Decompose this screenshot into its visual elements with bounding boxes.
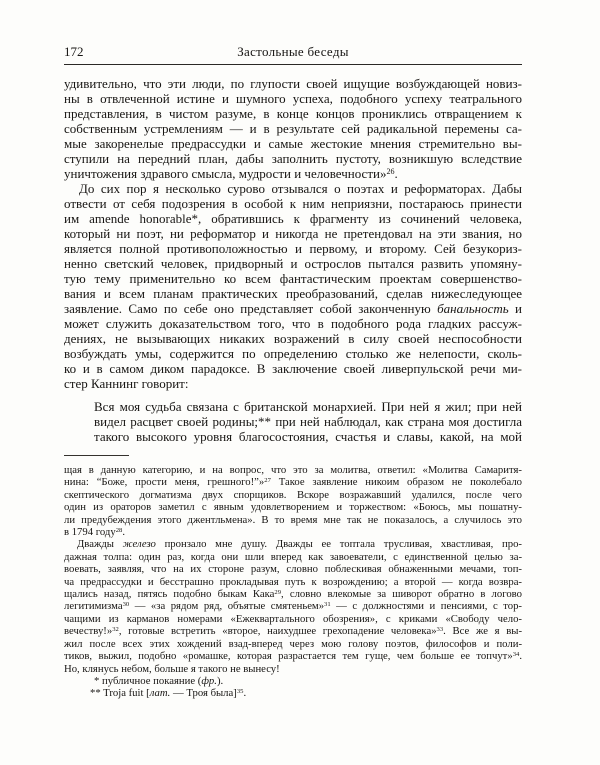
text-run: фр. — [201, 674, 217, 687]
text-line — [64, 256, 522, 271]
text-line — [64, 301, 522, 316]
text-run: стер Каннинг говорит: — [64, 376, 189, 391]
text-line — [64, 346, 522, 361]
text-line — [64, 106, 522, 121]
text-run: ны в отвлеченной истине и шумного успеха, подобного успеху театрального — [64, 91, 522, 106]
text-run: * публичное покаяние ( — [94, 674, 202, 687]
footnote-reference: 32 — [112, 626, 119, 634]
text-run: такого высокого уровня благосостояния, счастья и славы, какой, на мой — [94, 429, 522, 444]
text-run: Такое заявление никоим образом не поколебало — [270, 476, 523, 489]
text-line — [64, 331, 522, 346]
text-run: ча предрассудки и бесстрашно прокладывая путь к возрождению; а второй — когда возвра- — [64, 575, 522, 588]
text-line — [64, 489, 522, 501]
text-run: ** Troja fuit [ — [90, 687, 150, 700]
footnote-paragraph-2 — [64, 538, 522, 674]
footnote-reference: 35 — [236, 688, 244, 696]
text-run: удивительно, что эти люди, по глупости своей ищущие возбуждающей новиз- — [64, 76, 522, 91]
footnote-reference: 28 — [115, 527, 123, 535]
text-run: — Троя была] — [170, 687, 237, 700]
main-text — [64, 76, 522, 444]
text-line — [64, 625, 522, 637]
text-run: ступили на передний план, дабы заполнить пустоту, возникшую вследствие — [64, 151, 522, 166]
footnote-reference: 26 — [386, 167, 395, 177]
text-line — [64, 675, 522, 687]
text-run: лат. — [149, 687, 171, 700]
text-line — [64, 226, 522, 241]
text-run: вечеству!» — [64, 625, 113, 638]
text-run: который ни поэт, ни реформатор и никогда не претендовал на эти звания, но — [64, 226, 522, 241]
text-line — [64, 613, 522, 625]
text-run: ). — [216, 674, 224, 687]
text-line — [64, 650, 522, 662]
header-rule — [64, 64, 522, 65]
text-run: Но, клянусь небом, больше я такого не вынесу! — [64, 662, 280, 675]
text-run: мые закоренелые предрассудки и самые жестокие мнения стремительно вы- — [64, 136, 522, 151]
text-line — [64, 121, 522, 136]
footnote-reference: 27 — [264, 477, 271, 485]
text-line — [64, 76, 522, 91]
text-run: . — [519, 650, 522, 663]
asterisk-notes — [64, 675, 522, 700]
block-quote — [94, 399, 522, 444]
text-run: возбуждать умы, содержится по определению столько же нелепости, сколь- — [64, 346, 522, 361]
text-line — [64, 196, 522, 211]
footnote-reference: 29 — [274, 589, 282, 597]
text-line — [64, 464, 522, 476]
text-line — [94, 414, 522, 429]
text-run: дажная толпа: один раз, когда они шли вперед как завоеватели, с единственной целью за- — [64, 550, 522, 563]
text-run: им amende honorable*, обратившись к фрагменту из сочинений человека, — [64, 211, 522, 226]
text-run: До сих пор я несколько сурово отзывался о поэтах и реформаторах. Дабы — [79, 181, 522, 196]
footnote-reference: 34 — [512, 651, 520, 659]
text-run: — с должностями и пенсиями, с тор- — [330, 600, 522, 613]
text-line — [64, 638, 522, 650]
text-line — [64, 563, 522, 575]
text-run: жил после всех этих хождений взад-вперед через мою голову поэтов, философов и поли- — [64, 637, 522, 650]
text-line — [64, 663, 522, 675]
page-content — [64, 44, 522, 700]
text-run: и — [508, 301, 522, 316]
text-line — [64, 538, 522, 550]
text-run: является полной противоположностью и первому, и второму. Сей безукориз- — [64, 241, 522, 256]
text-run: вания и всем планам практических преобразований, сделав нижеследующее — [64, 286, 522, 301]
text-line — [94, 429, 522, 444]
text-line — [64, 526, 522, 538]
text-run: тую тему применительно ко всем фантастическим проектам совершенство- — [64, 271, 522, 286]
text-run: скептического догматизма двух спорщиков. Вскоре возражавший удалился, после чего — [64, 488, 522, 501]
text-line — [64, 361, 522, 376]
text-line — [64, 91, 522, 106]
text-run: может служить доказательством того, что в подобного рода гладких рассуж- — [64, 316, 522, 331]
text-run: в 1794 году — [64, 526, 116, 539]
text-line — [64, 551, 522, 563]
page-header — [64, 44, 522, 61]
body-paragraph-1 — [64, 76, 522, 181]
text-run: представления, в чистом разуме, в конце концов прониклись отвращением к — [64, 106, 522, 121]
text-line — [64, 241, 522, 256]
text-run: , словно влекомые за шиворот обратно в логово — [281, 588, 522, 601]
text-line — [64, 166, 522, 181]
text-run: дениях, не вызывающих никаких возражений в силу своей неспособности — [64, 331, 522, 346]
text-run: . — [243, 687, 247, 700]
text-line — [64, 501, 522, 513]
text-line — [64, 514, 522, 526]
text-run: . Все же я вы- — [443, 625, 523, 638]
text-run: пронзало мне душу. Дважды ее топтала трусливая, хвастливая, про- — [155, 538, 522, 551]
footnote-reference: 31 — [324, 601, 331, 609]
text-run: щая в данную категорию, и на вопрос, что это за молитва, ответил: «Молитва Самаритя- — [64, 464, 522, 476]
text-run: щались назад, пятясь подобно быкам Кака — [64, 588, 275, 601]
text-line — [64, 576, 522, 588]
text-run: видел расцвет своей родины;** при ней наблюдал, как страна моя достигла — [94, 414, 522, 429]
text-line — [64, 151, 522, 166]
text-run: Дважды — [77, 538, 123, 551]
text-run: банальность — [437, 301, 509, 316]
text-run: один из ораторов заметил с явным удовлетворением и торжеством: «Боюсь, мы пошатну- — [64, 501, 522, 514]
text-run: легитимизма — [64, 600, 123, 613]
footnote-reference: 30 — [122, 601, 130, 609]
text-run: , готовые встретить «второе, наихудшее грехопадение человека» — [118, 625, 437, 638]
text-run: чащими из карманов номерами «Ежеквартального обозрения», с криками «Свободу чело- — [64, 612, 522, 625]
text-line — [64, 476, 522, 488]
text-run: ненно светский человек, придворный и острослов пытался развить упомяну- — [64, 256, 522, 271]
footnotes-block — [64, 464, 522, 700]
text-run: нина: “Боже, прости меня, грешного!”» — [64, 476, 265, 489]
text-line — [64, 286, 522, 301]
text-run: воевать, заявляя, что на их стороне разум, словно поблескивая обнаженными мечами, топ- — [64, 563, 522, 576]
text-line — [64, 316, 522, 331]
text-run: уничтожения здравого смысла, мудрости и человечности» — [64, 166, 387, 181]
footnote-reference: 33 — [436, 626, 444, 634]
text-run: заявление. Само по себе оно представляет собой законченную — [64, 301, 438, 316]
text-run: ко и в самом диком парадоксе. В заключение своей ливерпульской речи ми- — [64, 361, 522, 376]
text-line — [64, 600, 522, 612]
footnote-separator — [64, 455, 129, 456]
text-run: отвести от себя подозрения в особой к ним неприязни, постараюсь принести — [64, 196, 522, 211]
text-line — [64, 588, 522, 600]
text-line — [64, 136, 522, 151]
text-run: Вся моя судьба связана с британской монархией. При ней я жил; при ней — [94, 399, 522, 414]
text-run: ли предубеждения этого джентльмена». В то время мне так не показалось, а случилось это — [64, 513, 522, 526]
text-line — [94, 399, 522, 414]
text-line — [64, 181, 522, 196]
text-run: тиков, выжил, подобно «ромашке, которая разрастается тем гуще, чем больше ее топчут» — [64, 650, 513, 663]
text-run: . — [394, 166, 398, 181]
text-run: . — [122, 526, 125, 539]
text-line — [64, 211, 522, 226]
text-line — [64, 271, 522, 286]
text-run: железо — [122, 538, 156, 551]
text-run: собственным устремлениям — и в результате сей радикальной перемены са- — [64, 121, 522, 136]
text-line — [64, 376, 522, 391]
footnote-paragraph-1 — [64, 464, 522, 538]
page-number: 172 — [64, 44, 84, 59]
running-title: Застольные беседы — [237, 44, 349, 59]
text-line — [64, 687, 522, 699]
body-paragraph-2 — [64, 181, 522, 391]
text-run: — «за рядом ряд, объятые смятеньем» — [129, 600, 325, 613]
